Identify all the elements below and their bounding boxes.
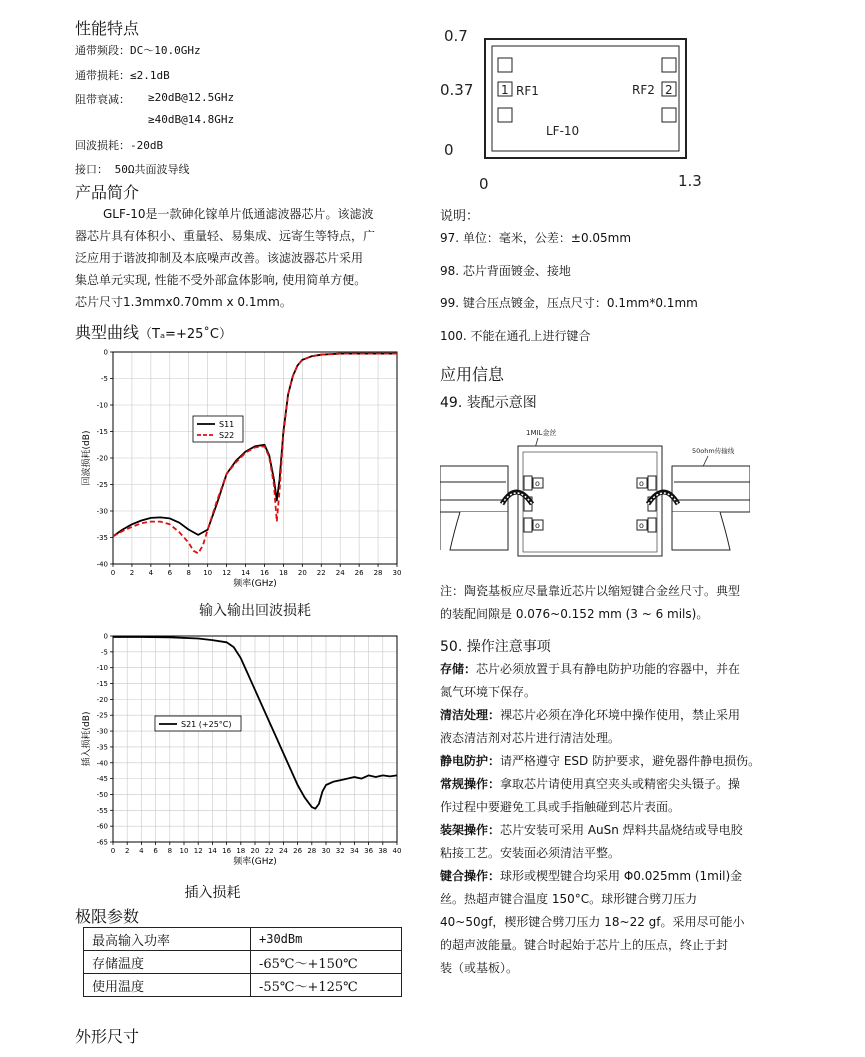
pad-glyph: o: [535, 521, 540, 530]
x-tick-label: 38: [378, 847, 388, 855]
y-tick-label: -30: [96, 507, 108, 516]
y-tick-label: -5: [101, 648, 108, 657]
op-mounting: [440, 819, 785, 842]
wire-label: 1MIL金丝: [526, 429, 557, 437]
x-tick-label: 6: [167, 569, 173, 577]
insertion-loss-chart: [75, 628, 410, 873]
x-tick-label: 16: [222, 847, 232, 855]
x-tick-label: 26: [293, 847, 303, 855]
y-tick-label: -10: [96, 664, 108, 673]
x-tick-label: 2: [129, 569, 135, 577]
operation-heading: 50. 操作注意事项: [440, 639, 551, 655]
op-line: 氮气环境下保存。: [440, 685, 537, 699]
note-item: 97. 单位：毫米，公差：±0.05mm: [440, 231, 632, 245]
op-line: 拿取芯片请使用真空夹头或精密尖头镊子。操: [500, 777, 741, 791]
limits-value: +30dBm: [251, 928, 402, 951]
note-item: 100. 不能在通孔上进行键合: [440, 329, 591, 343]
y-axis-label: 插入损耗(dB): [82, 711, 92, 767]
rf1-number: 1: [501, 83, 509, 97]
op-bonding: [440, 865, 785, 888]
spec-interface: 接口： 50Ω共面波导线: [75, 163, 190, 176]
x-tick-label: 8: [186, 569, 191, 577]
op-line: 粘接工艺。安装面必须清洁平整。: [440, 846, 621, 860]
x-tick-label: 34: [349, 847, 359, 855]
intro-line: 芯片尺寸1.3mmx0.70mm x 0.1mm。: [75, 295, 292, 309]
note-item: 99. 键合压点镀金，压点尺寸：0.1mm*0.1mm: [440, 296, 698, 310]
y-tick-label: -35: [96, 743, 108, 752]
intro-line: 器芯片具有体积小、重量轻、易集成、远寄生等特点，广: [75, 229, 376, 243]
x-tick-label: 22: [316, 569, 326, 577]
y-tick-label: 0: [103, 348, 108, 357]
x-tick-label: 32: [335, 847, 345, 855]
right-substrate: [672, 466, 750, 512]
x-tick-label: 24: [335, 569, 345, 577]
return-loss-chart: [75, 342, 410, 597]
op-title: 清洁处理：: [440, 708, 501, 722]
x-axis-label: 频率(GHz): [233, 857, 277, 867]
y-tick-label: -40: [96, 560, 108, 569]
y-tick-label: -40: [96, 759, 108, 768]
x-tick-label: 30: [392, 569, 402, 577]
intro-line: 集总单元实现, 性能不受外部盒体影响, 使用简单方便。: [75, 273, 367, 287]
x-tick-label: 18: [236, 847, 246, 855]
dim-y-zero: 0: [444, 141, 454, 159]
x-tick-label: 20: [297, 569, 307, 577]
x-tick-label: 26: [354, 569, 364, 577]
limits-table: [83, 927, 402, 997]
x-tick-label: 0: [110, 847, 116, 855]
rf1-label: RF1: [516, 84, 539, 98]
notes-heading: 说明：: [440, 209, 480, 224]
assembly-note: [440, 580, 740, 626]
y-tick-label: -45: [96, 775, 108, 784]
y-tick-label: -65: [96, 838, 108, 847]
x-tick-label: 6: [153, 847, 158, 855]
op-esd: [440, 750, 785, 773]
op-line: 请严格遵守 ESD 防护要求，避免器件静电损伤。: [500, 754, 761, 768]
assembly-note-line: 注：陶瓷基板应尽量靠近芯片以缩短键合金丝尺寸。典型: [440, 584, 741, 598]
y-tick-label: -15: [96, 680, 108, 689]
x-tick-label: 18: [278, 569, 288, 577]
line-label: 50ohm传输线: [692, 447, 735, 455]
legend-label: S21 (+25°C): [181, 720, 232, 729]
x-tick-label: 28: [307, 847, 317, 855]
legend-box: [193, 416, 243, 442]
application-heading: 应用信息: [440, 365, 505, 384]
op-title: 装架操作：: [440, 823, 501, 837]
y-tick-label: -15: [96, 428, 108, 436]
table-row: [84, 928, 402, 951]
op-line: 芯片安装可采用 AuSn 焊料共晶烧结或导电胶: [500, 823, 743, 837]
x-tick-label: 10: [179, 847, 189, 855]
op-title: 常规操作：: [440, 777, 501, 791]
x-tick-label: 10: [203, 569, 213, 577]
x-tick-label: 30: [321, 847, 331, 855]
x-tick-label: 2: [124, 847, 130, 855]
x-tick-label: 8: [167, 847, 173, 855]
limits-value: -55℃～+125℃: [251, 974, 402, 997]
spec-insertion-loss: 通带损耗：≤2.1dB: [75, 69, 170, 82]
x-tick-label: 20: [250, 847, 260, 855]
outline-heading: 外形尺寸: [75, 1027, 140, 1046]
x-tick-label: 24: [278, 847, 288, 855]
y-tick-label: -50: [96, 790, 108, 799]
y-tick-label: -20: [96, 695, 108, 704]
curves-heading-cond: （Tₐ=+25˚C）: [139, 327, 232, 342]
op-line: 裸芯片必须在净化环境中操作使用，禁止采用: [500, 708, 741, 722]
dim-x-right: 1.3: [678, 172, 702, 190]
y-tick-label: -35: [96, 534, 108, 542]
x-axis-label: 频率(GHz): [233, 579, 277, 589]
note-item: 98. 芯片背面镀金、接地: [440, 264, 571, 278]
assembly-note-line: 的装配间隙是 0.076~0.152 mm (3 ~ 6 mils)。: [440, 607, 709, 621]
y-tick-label: -10: [96, 401, 108, 410]
op-line: 的超声波能量。键合时起始于芯片上的压点，终止于封: [440, 938, 729, 952]
op-handling: [440, 773, 785, 796]
spec-rejection-1: ≥20dB@12.5GHz: [148, 91, 235, 104]
limits-value: -65℃～+150℃: [251, 951, 402, 974]
y-tick-label: -55: [96, 806, 108, 815]
op-title: 键合操作：: [440, 869, 501, 883]
left-carrier: [450, 512, 508, 550]
y-axis-label: 回波损耗(dB): [82, 430, 92, 486]
y-tick-label: -20: [96, 454, 108, 463]
x-tick-label: 14: [241, 569, 250, 577]
op-line: 作过程中要避免工具或手指触碰到芯片表面。: [440, 800, 681, 814]
x-tick-label: 28: [373, 569, 383, 577]
chip-name: LF-10: [546, 124, 580, 138]
op-cleaning: [440, 704, 785, 727]
x-tick-label: 12: [193, 847, 203, 855]
x-tick-label: 4: [148, 569, 154, 577]
x-tick-label: 4: [139, 847, 144, 855]
left-substrate: [440, 466, 508, 512]
limits-heading: 极限参数: [75, 907, 140, 926]
intro-text: [75, 203, 410, 313]
x-tick-label: 22: [264, 847, 274, 855]
op-storage: [440, 658, 785, 681]
y-tick-label: -30: [96, 727, 108, 736]
op-title: 静电防护：: [440, 754, 501, 768]
intro-heading: 产品简介: [75, 183, 140, 202]
intro-line: GLF-10是一款砷化镓单片低通滤波器芯片。该滤波: [103, 207, 374, 221]
intro-line: 泛应用于谐波抑制及本底噪声改善。该滤波器芯片采用: [75, 251, 364, 265]
table-row: [84, 951, 402, 974]
x-tick-label: 16: [260, 569, 269, 577]
pad-glyph: o: [639, 521, 644, 530]
dim-y-top: 0.7: [444, 27, 468, 45]
assembly-diagram: [440, 420, 750, 570]
outline-drawing: [436, 22, 711, 197]
legend-label: S22: [219, 431, 235, 440]
operation-notes: [440, 658, 785, 980]
y-tick-label: -60: [96, 822, 108, 831]
x-tick-label: 12: [222, 569, 232, 577]
table-row: [84, 974, 402, 997]
x-tick-label: 14: [207, 847, 217, 855]
chip-outline: [485, 39, 686, 158]
op-line: 40~50gf，楔形键合劈刀压力 18~22 gf。采用尽可能小: [440, 915, 745, 929]
right-carrier: [672, 512, 730, 550]
dim-x-zero: 0: [479, 175, 489, 193]
op-line: 丝。热超声键合温度 150°C。球形键合劈刀压力: [440, 892, 698, 906]
y-tick-label: -5: [101, 375, 108, 383]
insertion-loss-caption: 插入损耗: [184, 885, 241, 901]
x-tick-label: 40: [392, 847, 402, 855]
op-title: 存储：: [440, 662, 477, 676]
op-line: 液态清洁剂对芯片进行清洁处理。: [440, 731, 621, 745]
limits-param: 最高输入功率: [84, 928, 251, 951]
series-line-s11: [113, 354, 397, 537]
x-tick-label: 0: [110, 569, 116, 577]
x-tick-label: 36: [364, 847, 374, 855]
curves-heading-wrap: [75, 320, 232, 343]
curves-heading: 典型曲线: [75, 323, 140, 342]
spec-passband: 通带频段：DC～10.0GHz: [75, 44, 201, 57]
rf2-label: RF2: [632, 83, 655, 97]
pad-glyph: o: [535, 479, 540, 488]
op-line: 芯片必须放置于具有静电防护功能的容器中，并在: [476, 662, 741, 676]
op-line: 装（或基板）。: [440, 961, 519, 975]
assembly-heading: 49. 装配示意图: [440, 395, 537, 411]
limits-param: 存储温度: [84, 951, 251, 974]
series-line-s22: [113, 354, 397, 554]
op-line: 球形或楔型键合均采用 Φ0.025mm (1mil)金: [500, 869, 743, 883]
limits-param: 使用温度: [84, 974, 251, 997]
features-heading: 性能特点: [75, 19, 140, 38]
chip-body: [518, 446, 662, 556]
dim-y-mid: 0.37: [440, 81, 474, 99]
pad-glyph: o: [639, 479, 644, 488]
spec-rejection-label: 阻带衰减：: [75, 93, 130, 106]
legend-label: S11: [219, 420, 235, 429]
rf2-number: 2: [665, 83, 673, 97]
spec-rejection-2: ≥40dB@14.8GHz: [148, 113, 235, 126]
y-tick-label: -25: [96, 711, 108, 720]
return-loss-caption: 输入输出回波损耗: [199, 603, 311, 619]
y-tick-label: -25: [96, 481, 108, 489]
y-tick-label: 0: [103, 632, 108, 641]
spec-return-loss: 回波损耗：-20dB: [75, 139, 164, 152]
